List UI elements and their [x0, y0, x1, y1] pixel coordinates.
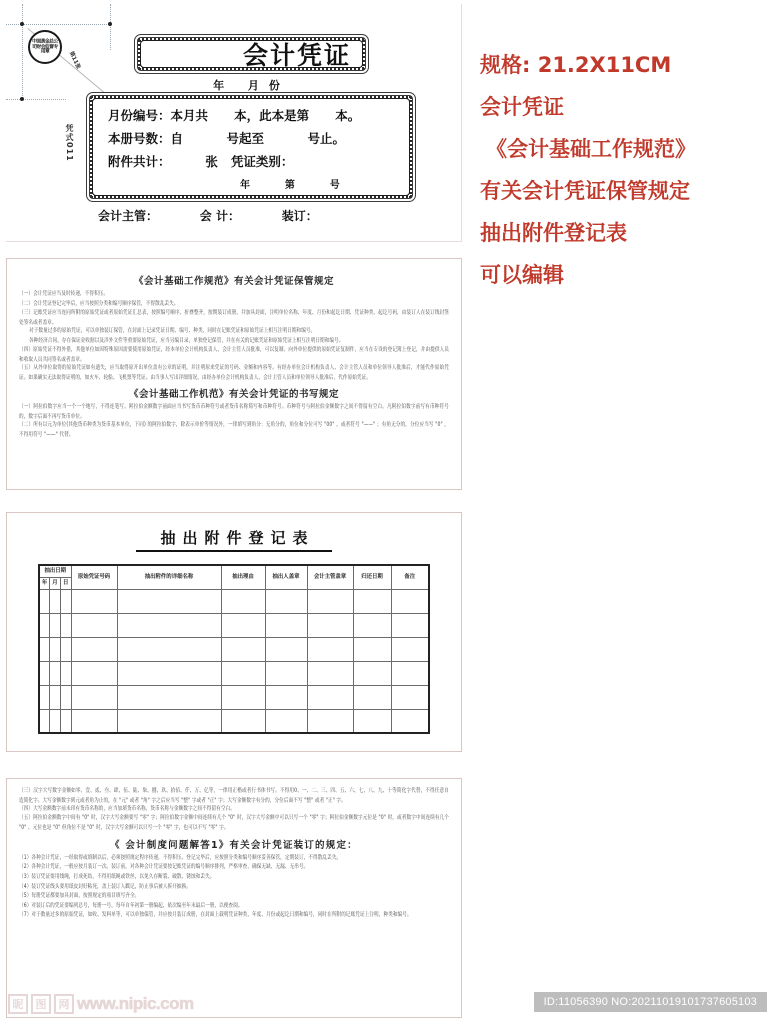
- table-cell[interactable]: [353, 685, 391, 709]
- th-voucher-no: 原始凭证号码: [71, 565, 117, 589]
- th-return-date: 归还日期: [353, 565, 391, 589]
- regulation-paragraph: （2）各种会计凭证，一般应按月装订一次。装订前，对各种会计凭证要按记账凭证的编号顺序排列，严格审查，确保无缺、无漏、无串号。: [19, 864, 309, 871]
- table-cell[interactable]: [39, 613, 50, 637]
- table-cell[interactable]: [117, 589, 221, 613]
- table-row[interactable]: [39, 637, 429, 661]
- seal-text: 中国黄金总公司财会监督专用章: [32, 38, 58, 55]
- table-cell[interactable]: [307, 685, 353, 709]
- watermark-glyph-3: 网: [54, 994, 74, 1014]
- regulation-paragraph: （4）装订凭证线头要用纸皮封好粘死，盖上装订人戳记，防止事后被人拆开抽换。: [19, 883, 192, 891]
- table-title: 抽出附件登记表: [160, 529, 315, 547]
- table-cell[interactable]: [71, 589, 117, 613]
- table-cell[interactable]: [353, 613, 391, 637]
- table-cell[interactable]: [60, 685, 71, 709]
- table-cell[interactable]: [391, 661, 429, 685]
- table-head: [39, 565, 429, 589]
- regulation-paragraph: （1）各种会计凭证，一经取得或填制以后，必须按照规定程序传递，不得积压。登记完毕后，应按照分类和编号顺序妥善保管，定期装订，不得散乱丢失。: [19, 855, 342, 862]
- regulation-paragraph: 各种经济合同、存在保证金收据以及涉外文件等重要原始凭证，应当另编目录，单独登记保管，并在有关的记账凭证和原始凭证上相互注明日期和编号。: [29, 337, 344, 345]
- table-cell[interactable]: [221, 589, 265, 613]
- table-cell[interactable]: [307, 589, 353, 613]
- table-cell[interactable]: [353, 661, 391, 685]
- table-cell[interactable]: [71, 709, 117, 733]
- th-detail-name: 抽出附件的详细名称: [117, 565, 221, 589]
- th-day: 日: [60, 577, 71, 589]
- voucher-title-box: [134, 34, 369, 74]
- registration-dot-top-left: [20, 22, 24, 26]
- regulation-paragraph: 对于数量过多的原始凭证，可以单独装订保管，在封面上记录凭证日期、编号、种类，同时在记账凭证和原始凭证上相互注明日期和编号。: [29, 328, 316, 335]
- table-cell[interactable]: [221, 685, 265, 709]
- table-cell[interactable]: [307, 637, 353, 661]
- regulations-panel: [6, 258, 462, 490]
- table-cell[interactable]: [60, 589, 71, 613]
- regulations-panel-2: [6, 778, 462, 1018]
- regulations-heading-1: 《会计基础工作规范》有关会计凭证保管规定: [133, 276, 334, 287]
- regulations-paragraphs-2: [19, 403, 449, 437]
- th-year: 年: [39, 577, 50, 589]
- table-cell[interactable]: [307, 661, 353, 685]
- watermark-url: www.nipic.com: [77, 994, 194, 1013]
- th-taker-seal: 抽出人盖章: [265, 565, 307, 589]
- table-cell[interactable]: [60, 709, 71, 733]
- voucher-form-box: [86, 92, 416, 202]
- table-cell[interactable]: [60, 661, 71, 685]
- signature-line: 会计主管： 会 计： 装订：: [98, 209, 318, 223]
- watermark-glyph-2: 图: [31, 994, 51, 1014]
- guide-line-vertical-left: [22, 4, 23, 100]
- table-cell[interactable]: [71, 685, 117, 709]
- form-line-attachments: 附件共计： 张 凭证类别：: [108, 154, 294, 169]
- table-cell[interactable]: [39, 685, 50, 709]
- regulation-paragraph: （三）汉字大写数字金额如零、壹、贰、叁、肆、伍、陆、柒、捌、玖、拾佰、仟、万、亿等，一律用正楷或者行书体书写。不得用0、一、二、三、四、五、六、七、八、九、十等简化字代替，不得任意自造简化字。大写金额数字到元或者角为止的，在 "元" 或者 "角" 字之后应当写 "整" 字或者 "正" 字；大写金额数字有分的，分位后面不写 "整" 或者 "正" 字。: [19, 788, 449, 805]
- regulations-paragraphs-1: [19, 290, 449, 380]
- form-line-book-numbers: 本册号数：自 号起至 号止。: [108, 131, 346, 146]
- regulations-body-2: [7, 779, 461, 927]
- seal-side-text: 第11张: [67, 50, 82, 71]
- regulation-paragraph: （5）每册凭证都要加具封面，按照规定的项目填写齐全。: [19, 893, 140, 900]
- regulations2-heading: 《 会计制度问题解答1》有关会计凭证装订的规定：: [110, 839, 358, 851]
- table-cell[interactable]: [221, 661, 265, 685]
- caption-line-title: 会计凭证: [480, 95, 564, 119]
- table-cell[interactable]: [50, 709, 61, 733]
- table-cell[interactable]: [50, 589, 61, 613]
- form-line-month-number: 月份编号：本月共 本，此本是第 本。: [108, 108, 361, 123]
- regulation-paragraph: （一）阿拉伯数字应当一个一个地写，不得连笔写。阿拉伯金额数字前面应当书写货币币种符号或者货币名称简写和币种符号。币种符号与阿拉伯金额数字之间不得留有空白。凡阿拉伯数字前写有币种符号的，数字后面不再写货币单位。: [19, 404, 449, 422]
- table-cell[interactable]: [117, 613, 221, 637]
- table-row[interactable]: [39, 709, 429, 733]
- guide-line-horizontal-bottom: [6, 99, 66, 100]
- caption-line-standard: 《会计基础工作规范》: [486, 137, 696, 161]
- voucher-form-code: 凭式011: [65, 124, 74, 162]
- table-cell[interactable]: [265, 685, 307, 709]
- guide-line-vertical-right: [110, 4, 111, 50]
- regulations2-paragraphs-2: [19, 854, 449, 920]
- caption-line-register: 抽出附件登记表: [480, 221, 627, 245]
- table-cell[interactable]: [353, 709, 391, 733]
- registration-dot-top-right: [108, 22, 112, 26]
- regulation-paragraph: （3）装订凭证要用线绳，打成死结，不得用纸绳或铁丝，以免久存断裂、破散、锈蚀和丢失。: [19, 874, 215, 881]
- table-cell[interactable]: [307, 709, 353, 733]
- table-cell[interactable]: [39, 589, 50, 613]
- table-cell[interactable]: [50, 637, 61, 661]
- table-row[interactable]: [39, 613, 429, 637]
- regulation-paragraph: （五）阿拉伯金额数字中间有 "0" 时，汉字大写金额要写 "零" 字；阿拉伯数字金额中间连续有几个 "0" 时，汉字大写金额中可以只写一个 "零" 字；阿拉伯金额数字元位是 "0" 时，或者数字中间连续有几个 "0" 、元位也是 "0" 但角位不是 "0" 时，汉字大写金额可以只写一个 "零" 字，也可以不写 "零" 字。: [19, 815, 449, 833]
- table-cell[interactable]: [39, 661, 50, 685]
- table-header-row-1: [39, 565, 429, 577]
- table-cell[interactable]: [221, 709, 265, 733]
- image-id-badge: ID:11056390 NO:20211019101737605103: [534, 992, 767, 1012]
- voucher-sheet: [6, 4, 462, 242]
- year-month-label: 年 月份: [213, 79, 290, 92]
- regulation-paragraph: （二）所有以元为单位(其他货币种类为货币基本单位，下同) 的阿拉伯数字，除表示单价等情况外，一律填写到角分：无角分的，角位和分位可写 "00" ，或者符号 "——" ；有角无分的，分位应当写 "0" ，不得用符号 "——" 代替。: [19, 422, 449, 439]
- table-cell[interactable]: [265, 709, 307, 733]
- table-cell[interactable]: [391, 709, 429, 733]
- table-cell[interactable]: [353, 637, 391, 661]
- table-row[interactable]: [39, 661, 429, 685]
- table-cell[interactable]: [117, 709, 221, 733]
- form-line-year-serial: 年 第 号: [240, 180, 342, 191]
- regulation-paragraph: （四）原始凭证不得外借，其他单位如因特殊原因需要使用原始凭证，经本单位会计机构负责人、会计主管人员批准，可以复制。向外单位提供的原始凭证复制件，应当在专设的登记簿上登记，并由提供人员和收取人员共同签名或者盖章。: [19, 347, 449, 364]
- voucher-cover-panel: [6, 4, 462, 242]
- table-title-underline: [136, 550, 332, 552]
- regulation-paragraph: （五）从外单位取得的原始凭证如有遗失，应当取得原开出单位盖有公章的证明，并注明原来凭证的号码、金额和内容等。有经办单位会计机构负责人、会计主管人员和单位领导人批准后，才能代作原始凭证。如果确实无法取得证明的，如火车、轮船、飞机票等凭证。由当事人写出详细情况。由经办单位会计机构负责人、会计主管人员和单位领导人批准后，代作原始凭证。: [19, 365, 449, 382]
- table-cell[interactable]: [71, 661, 117, 685]
- table-cell[interactable]: [60, 613, 71, 637]
- table-cell[interactable]: [71, 613, 117, 637]
- caption-line-storage: 有关会计凭证保管规定: [480, 179, 690, 203]
- page-title: 会计凭证: [242, 41, 351, 70]
- regulation-paragraph: （一）会计凭证应当及时传递，不得积压。: [19, 291, 109, 298]
- table-row[interactable]: [39, 589, 429, 613]
- th-chief-seal: 会计主管盖章: [307, 565, 353, 589]
- table-cell[interactable]: [71, 637, 117, 661]
- table-cell[interactable]: [117, 685, 221, 709]
- table-cell[interactable]: [265, 637, 307, 661]
- table-cell[interactable]: [50, 685, 61, 709]
- regulation-paragraph: （三）记账凭证应当连同所附的原始凭证或者原始凭证汇总表，按照编号顺序、折叠整齐，按期装订成册，并加具封面，注明单位名称、年度、月份和起讫日期、凭证种类、起讫号码，由装订人在装订线封签处签名或者盖章。: [19, 310, 449, 327]
- regulations-heading-2: 《会计基础工作机范》有关会计凭证的书写规定: [128, 389, 339, 401]
- table-cell[interactable]: [50, 613, 61, 637]
- regulation-paragraph: （四）大写金额数字前未印有货币名称的，应当加填货币名称，货币名称与金额数字之间不得留有空白。: [19, 806, 235, 813]
- regulation-paragraph: （二）会计凭证登记完毕后，应当按照分类和编号顺序保管，不得散乱丢失。: [19, 300, 179, 308]
- table-cell[interactable]: [391, 613, 429, 637]
- table-cell[interactable]: [353, 589, 391, 613]
- table-cell[interactable]: [39, 709, 50, 733]
- table-cell[interactable]: [391, 685, 429, 709]
- caption-block: [480, 44, 770, 296]
- th-month: 月: [50, 577, 61, 589]
- table-row[interactable]: [39, 685, 429, 709]
- table-cell[interactable]: [60, 637, 71, 661]
- regulations-body: [7, 259, 461, 445]
- table-cell[interactable]: [39, 637, 50, 661]
- table-body: [39, 589, 429, 733]
- caption-line-editable: 可以编辑: [480, 263, 564, 287]
- regulation-paragraph: （6）对装订后的凭证要编列总号，每册一号，每年自年初第一册编起，依次编至年末最后一册，以便查阅。: [19, 903, 243, 910]
- table-cell[interactable]: [117, 637, 221, 661]
- watermark-glyph-1: 昵: [8, 994, 28, 1014]
- regulations2-paragraphs-1: [19, 787, 449, 831]
- attachment-withdrawal-table: [38, 564, 430, 734]
- table-cell[interactable]: [221, 613, 265, 637]
- table-cell[interactable]: [265, 661, 307, 685]
- th-date-group: 抽出日期: [39, 565, 71, 577]
- table-cell[interactable]: [221, 637, 265, 661]
- regulation-paragraph: （7）对于数量过多的原始凭证，如收、发料单等，可以单独保管，并应按月装订成册，在封面上载明凭证种类、年度、月份或起讫日期和编号，同时在所附的记账凭证上注明，种类和编号。: [19, 912, 412, 919]
- th-remark: 备注: [391, 565, 429, 589]
- caption-line-spec: 规格: 21.2X11CM: [480, 53, 672, 77]
- table-cell[interactable]: [265, 589, 307, 613]
- table-cell[interactable]: [307, 613, 353, 637]
- register-table-panel: [6, 512, 462, 752]
- table-cell[interactable]: [117, 661, 221, 685]
- table-cell[interactable]: [265, 613, 307, 637]
- table-cell[interactable]: [391, 589, 429, 613]
- registration-dot-bottom-left: [20, 97, 24, 101]
- th-reason: 抽出理由: [221, 565, 265, 589]
- company-seal-stamp: [28, 30, 62, 64]
- table-cell[interactable]: [50, 661, 61, 685]
- table-cell[interactable]: [391, 637, 429, 661]
